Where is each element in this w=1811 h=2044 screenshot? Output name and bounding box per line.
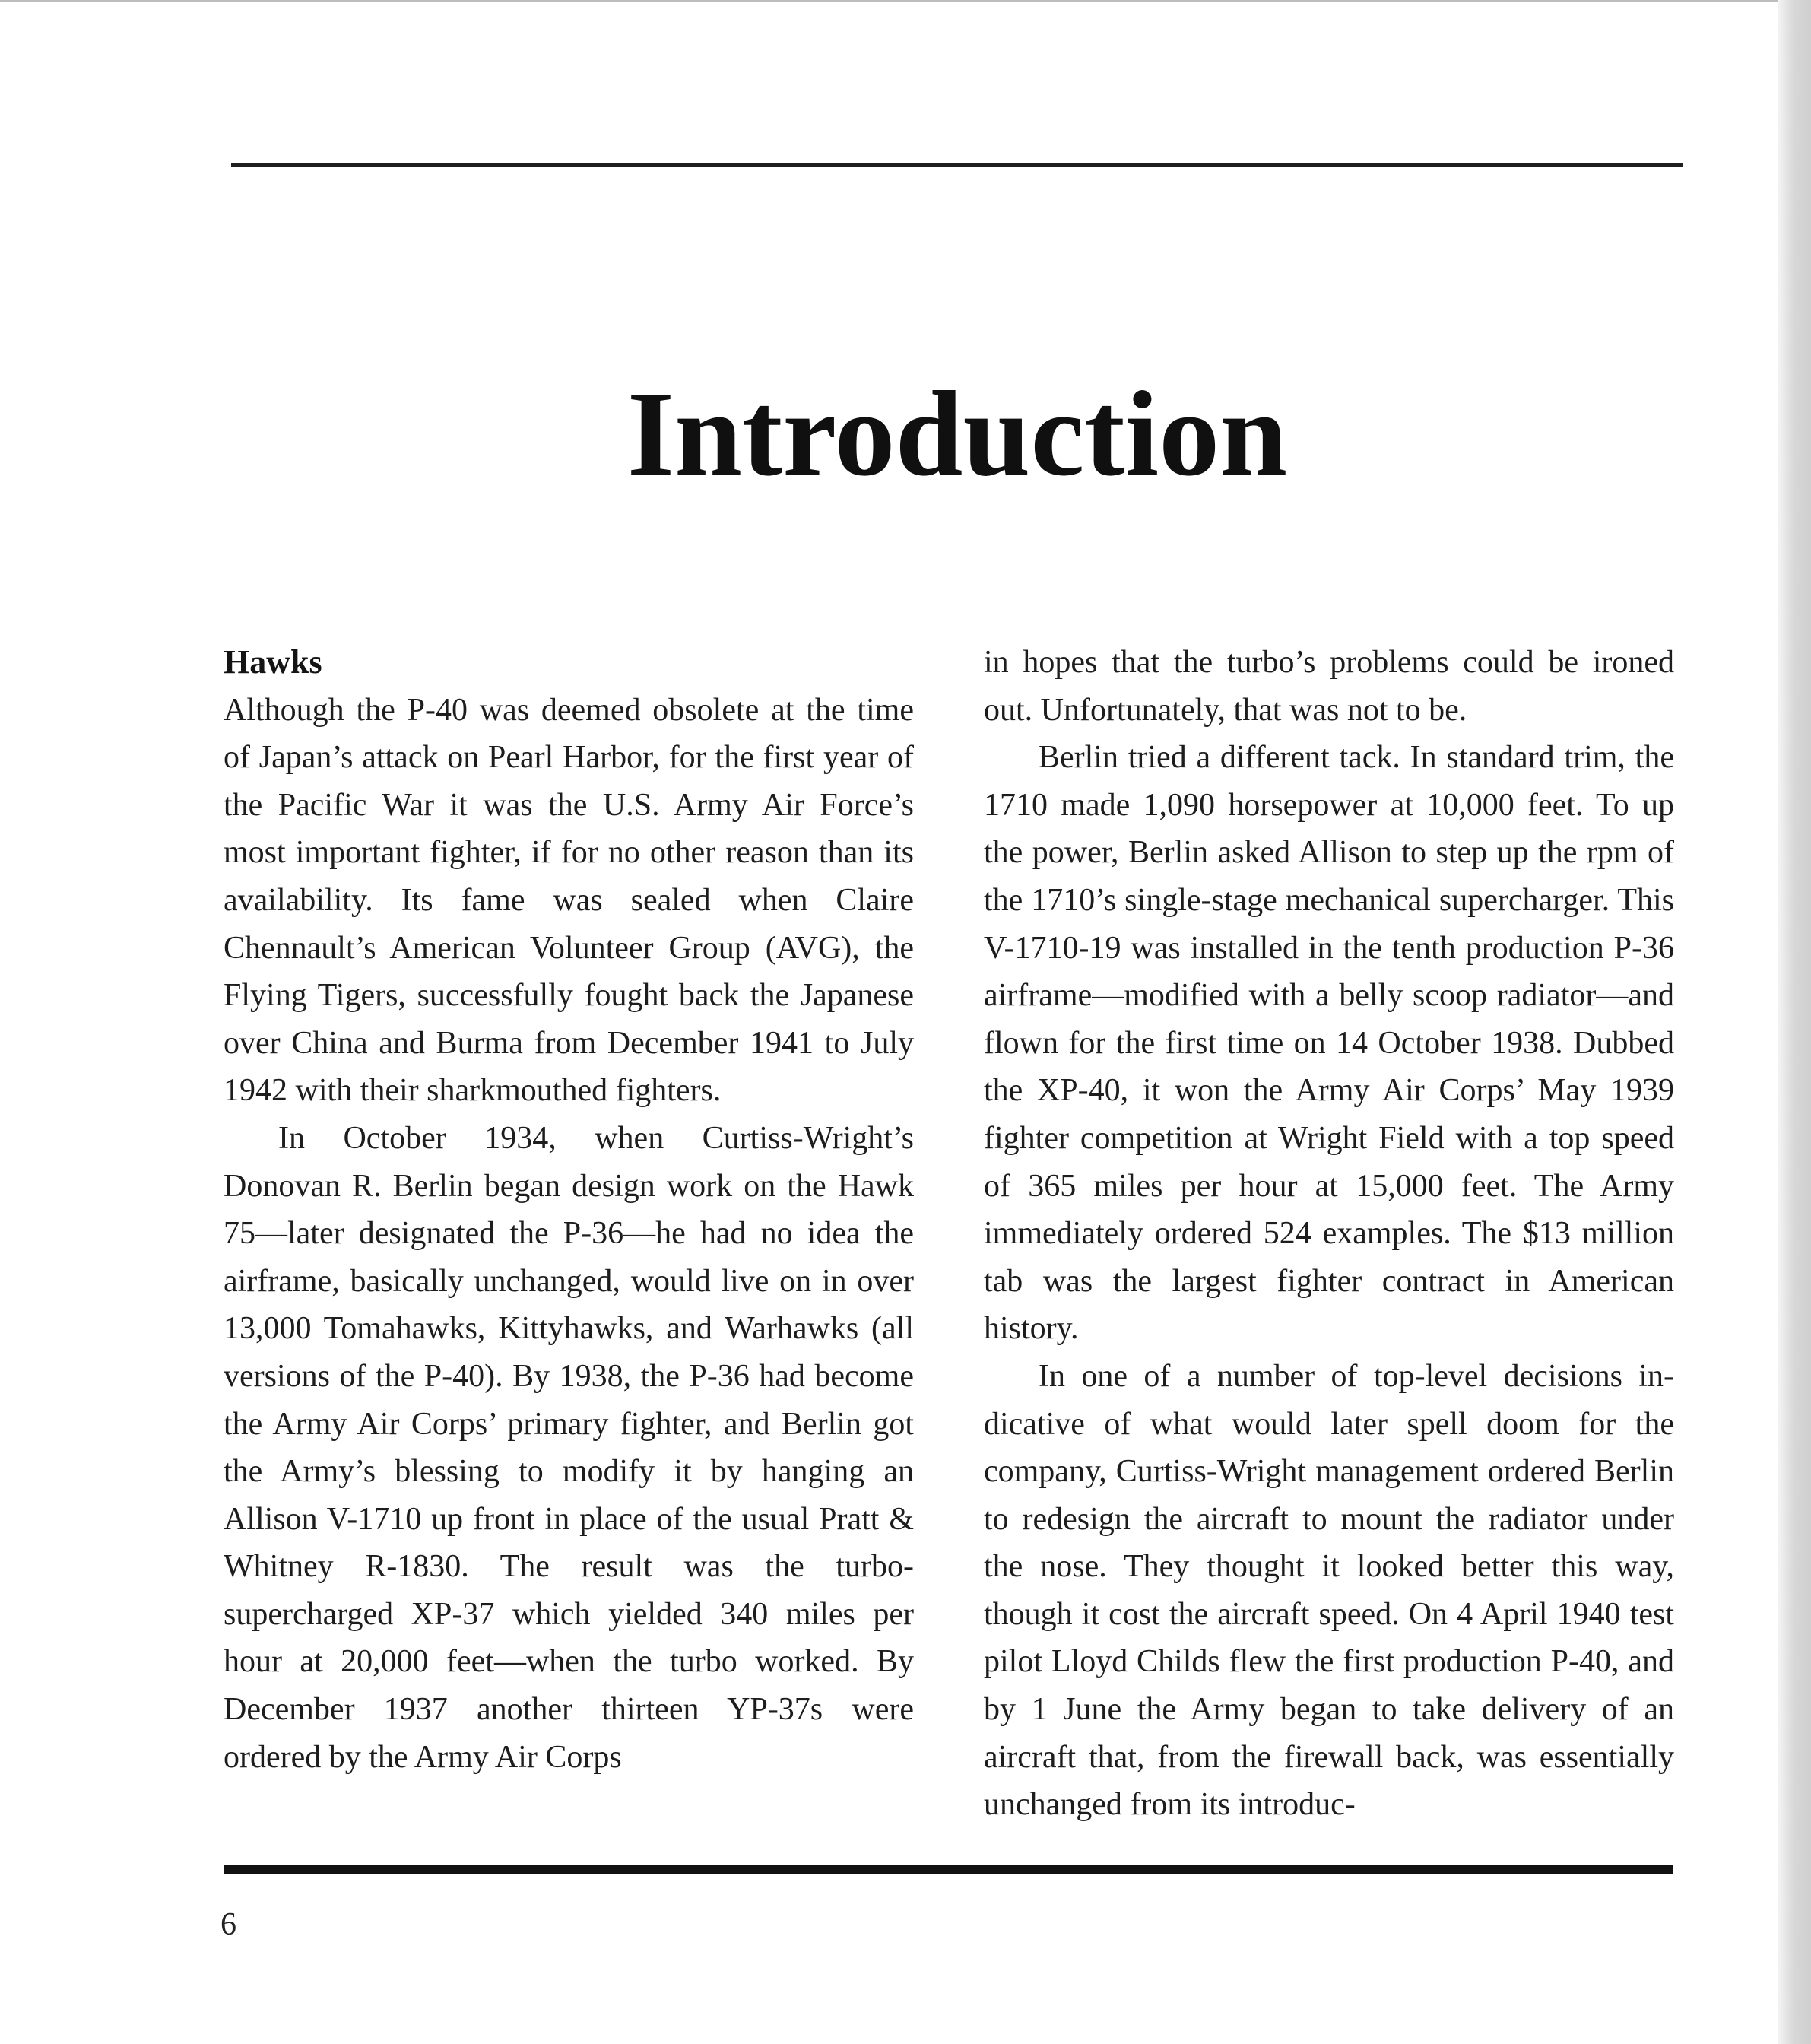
paragraph: Berlin tried a different tack. In standard trim, the 1710 made 1,090 horsepower at 10,000 feet. To up the power, Berlin asked Allison to step up the rpm of the 1710’s single-stage mechanical supercharger. This V-1710-19 was installed in the tenth production P-36 airframe—modified with a belly scoop radiator—and flown for the first time on 14 October 1938. Dubbed the XP-40, it won the Army Air Corps’ May 1939 fighter competition at Wright Field with a top speed of 365 miles per hour at 15,000 feet. The Army immediately ordered 524 examples. The $13 million tab was the largest fighter contract in American history. (984, 740, 1674, 1347)
paragraph: Although the P-40 was deemed obsolete at the time of Japan’s attack on Pearl Harbor, for the first year of the Pacific War it was the U.S. Army Air Force’s most important fighter, if for no other reason than its availability. Its fame was sealed when Claire Chennault’s American Volunteer Group (AVG), the Flying Tigers, successfully fought back the Japanese over China and Burma from December 1941 to July 1942 with their sharkmouthed fighters. (224, 692, 914, 1109)
section-heading: Hawks (224, 643, 322, 681)
paragraph: In one of a number of top-level decisions indicative of what would later spell doom for the company, Curtiss-Wright management ordered Berlin to redesign the aircraft to mount the radiator under the nose. They thought it looked better this way, though it cost the aircraft speed. On 4 April 1940 test pilot Lloyd Childs flew the first production P-40, and by 1 June the Army began to take delivery of an aircraft that, from the firewall back, was essentially unchanged from its introduc- (984, 1358, 1674, 1823)
page-edge-shadow (1778, 0, 1811, 2044)
page-number: 6 (220, 1907, 236, 1942)
left-column (224, 639, 914, 1781)
top-rule (231, 163, 1683, 167)
paragraph: in hopes that the turbo’s problems could be ironed out. Unfortunately, that was not to be. (984, 645, 1674, 728)
right-column (984, 639, 1674, 1829)
scan-top-edge (0, 0, 1811, 2)
chapter-title: Introduction (626, 366, 1288, 501)
paragraph: In October 1934, when Curtiss-Wright’s Donovan R. Berlin began design work on the Hawk 75—later designated the P-36—he had no idea the airframe, basically unchanged, would live on in over 13,000 Tomahawks, Kittyhawks, and Warhawks (all versions of the P-40). By 1938, the P-36 had become the Army Air Corps’ primary fighter, and Berlin got the Army’s blessing to modify it by hanging an Allison V-1710 up front in place of the usual Pratt & Whitney R-1830. The result was the turbo-supercharged XP-37 which yielded 340 miles per hour at 20,000 feet—when the turbo worked. By December 1937 another thirteen YP-37s were ordered by the Army Air Corps (224, 1120, 914, 1775)
bottom-rule (224, 1865, 1673, 1874)
